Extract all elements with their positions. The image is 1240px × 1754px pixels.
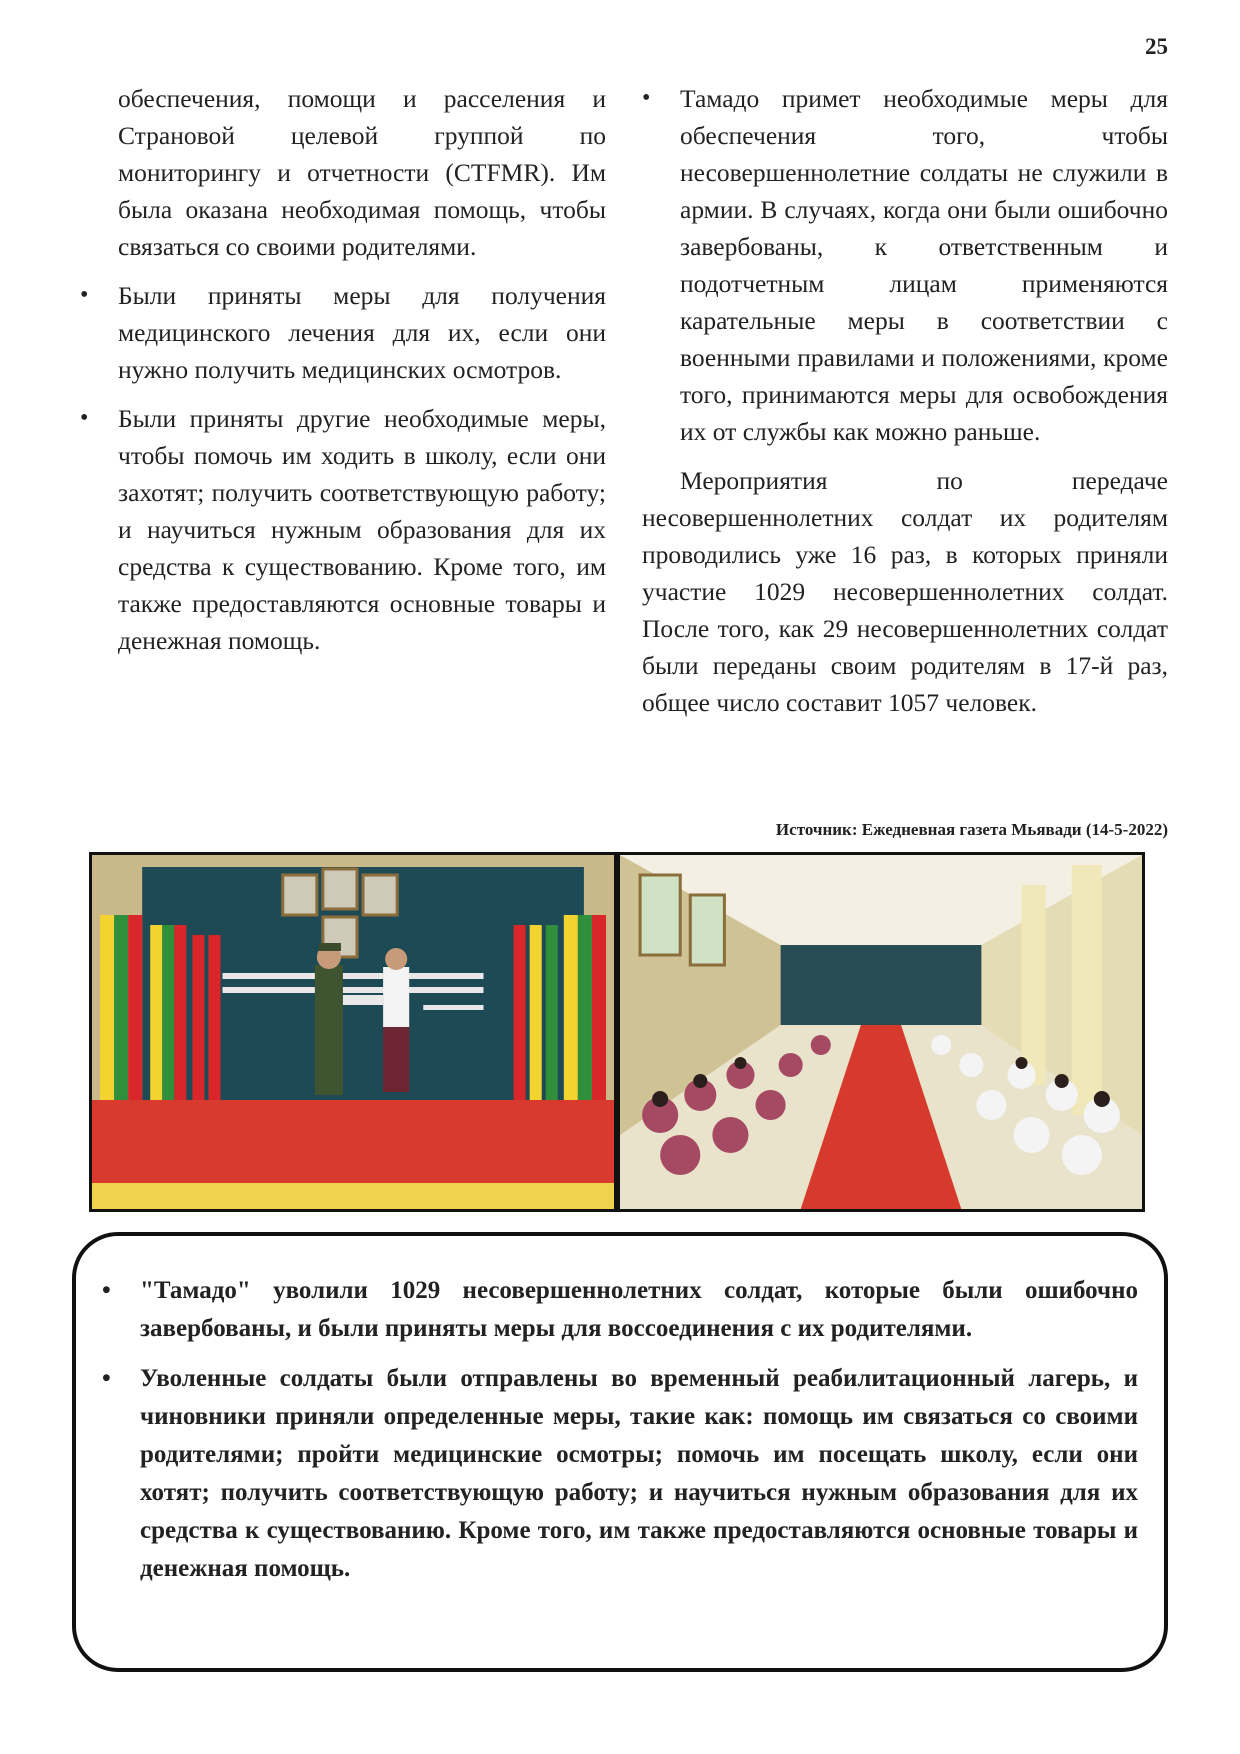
ceremony-photo [92, 855, 614, 1209]
page-number: 25 [1145, 34, 1168, 59]
left-column [80, 80, 606, 671]
left-bullet-medical: • Были приняты меры для получения медицинского лечения для их, если они нужно получить медицинских осмотров. [80, 277, 606, 388]
summary-box [72, 1232, 1168, 1672]
left-continuation-paragraph: обеспечения, помощи и расселения и Страновой целевой группой по мониторингу и отчетности (CTFMR). Им была оказана необходимая помощь, чтобы связаться со своими родителями. [118, 84, 606, 261]
summary-bullet-discharged: • "Тамадо" уволили 1029 несовершеннолетних солдат, которые были ошибочно завербованы, и были приняты меры для воссоединения с их родителями. [102, 1272, 1138, 1348]
source-caption: Источник: Ежедневная газета Мьявади (14-5-2022) [775, 820, 1168, 839]
right-column [642, 80, 1168, 721]
left-bullet-school: • Были приняты другие необходимые меры, чтобы помочь им ходить в школу, если они захотят; получить соответствующую работу; и научиться нужным образования для их средства к существованию. Кроме того, им также предоставляются основные товары и денежная помощь. [80, 400, 606, 659]
summary-list [102, 1272, 1138, 1588]
right-bullet-measures: • Тамадо примет необходимые меры для обеспечения того, чтобы несовершеннолетние солдаты не служили в армии. В случаях, когда они были ошибочно завербованы, к ответственным и подотчетным лицам применяются карательные меры в соответствии с военными правилами и положениями, кроме того, принимаются меры для освобождения их от службы как можно раньше. [642, 80, 1168, 450]
summary-bullet-rehabilitation: • Уволенные солдаты были отправлены во временный реабилитационный лагерь, и чиновники приняли определенные меры, такие как: помощь им связаться со своими родителями; пройти медицинские осмотры; помочь им посещать школу, если они хотят; получить соответствующую работу; и научиться нужным образования для их средства к существованию. Кроме того, им также предоставляются основные товары и денежная помощь. [102, 1360, 1138, 1588]
right-paragraph-transfer: Мероприятия по передаче несовершеннолетних солдат их родителям проводились уже 16 раз, в которых приняли участие 1029 несовершеннолетних солдат. После того, как 29 несовершеннолетних солдат были переданы своим родителям в 17-й раз, общее число составит 1057 человек. [642, 466, 1168, 717]
photo-strip [89, 852, 1145, 1212]
audience-photo [620, 855, 1142, 1209]
